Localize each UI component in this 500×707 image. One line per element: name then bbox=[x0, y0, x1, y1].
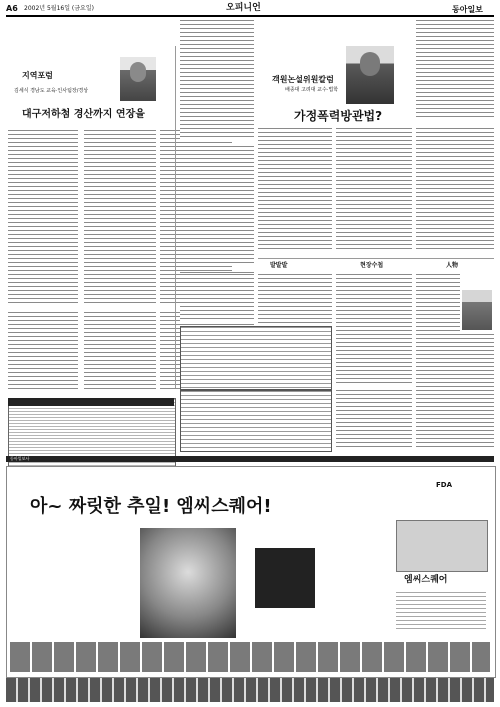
center-text-col1 bbox=[180, 20, 254, 140]
column-divider bbox=[175, 46, 176, 388]
boxed-article-1 bbox=[180, 326, 332, 390]
forum-headline: 대구저하첨 경산까지 연장을 bbox=[22, 109, 145, 120]
bottom-strip bbox=[6, 456, 494, 462]
right-text-col bbox=[416, 20, 494, 120]
ad-headline: 아~ 짜릿한 추일! 엠씨스퀘어! bbox=[30, 496, 272, 517]
column2-body-col2 bbox=[336, 128, 412, 252]
section-rule bbox=[258, 258, 494, 259]
ad-product-image bbox=[396, 520, 488, 572]
boxed-article-2 bbox=[180, 390, 332, 452]
forum-column-tag: 지역포럼 bbox=[22, 71, 53, 80]
issue-date: 2002년 5월16일 (금요일) bbox=[24, 5, 94, 12]
paper-info-header bbox=[8, 398, 174, 406]
forum-body-col2 bbox=[84, 130, 156, 306]
header-rule bbox=[6, 15, 494, 17]
ad-product-name: 엠씨스퀘어 bbox=[404, 575, 448, 585]
middle-tag-right: 人物 bbox=[446, 262, 459, 269]
column2-headline: 가정폭력방관법? bbox=[294, 109, 383, 123]
mid-text-a bbox=[180, 274, 254, 322]
column2-author: 배종대 고려대 교수·법학 bbox=[285, 87, 339, 93]
bottom-strip-label: 동아일보사 bbox=[10, 456, 30, 461]
ad-fda-badge: FDA bbox=[436, 481, 453, 489]
column2-body-col1 bbox=[258, 128, 332, 252]
page-number: A6 bbox=[6, 4, 18, 13]
ad-model-image bbox=[140, 528, 236, 638]
classified-ads-strip bbox=[6, 678, 494, 702]
mid-text-f bbox=[416, 334, 494, 450]
middle-tag-left: 발발발 bbox=[270, 262, 288, 269]
column2-author-photo bbox=[346, 46, 394, 104]
ad-footer-strip bbox=[10, 642, 490, 672]
person-photo bbox=[462, 290, 492, 330]
forum-body-col1 bbox=[8, 130, 78, 306]
ad-promo-box bbox=[255, 548, 315, 608]
mid-text-e bbox=[336, 390, 412, 450]
ad-product-desc bbox=[396, 592, 486, 632]
forum-body-col1b bbox=[8, 312, 78, 392]
forum-author: 김세식 경남도 교육·인사팀장/경상 bbox=[14, 88, 89, 94]
center-text-col1b bbox=[180, 146, 254, 266]
mid-text-c bbox=[336, 274, 412, 384]
forum-body-col2b bbox=[84, 312, 156, 392]
middle-tag-center: 현장수첩 bbox=[360, 262, 384, 269]
section-title: 오피니언 bbox=[226, 3, 261, 13]
forum-author-photo bbox=[120, 57, 156, 101]
column2-body-col3 bbox=[416, 128, 494, 252]
column2-tag: 객원논설위원칼럼 bbox=[272, 75, 334, 84]
masthead-logo: 동아일보 bbox=[452, 4, 483, 14]
